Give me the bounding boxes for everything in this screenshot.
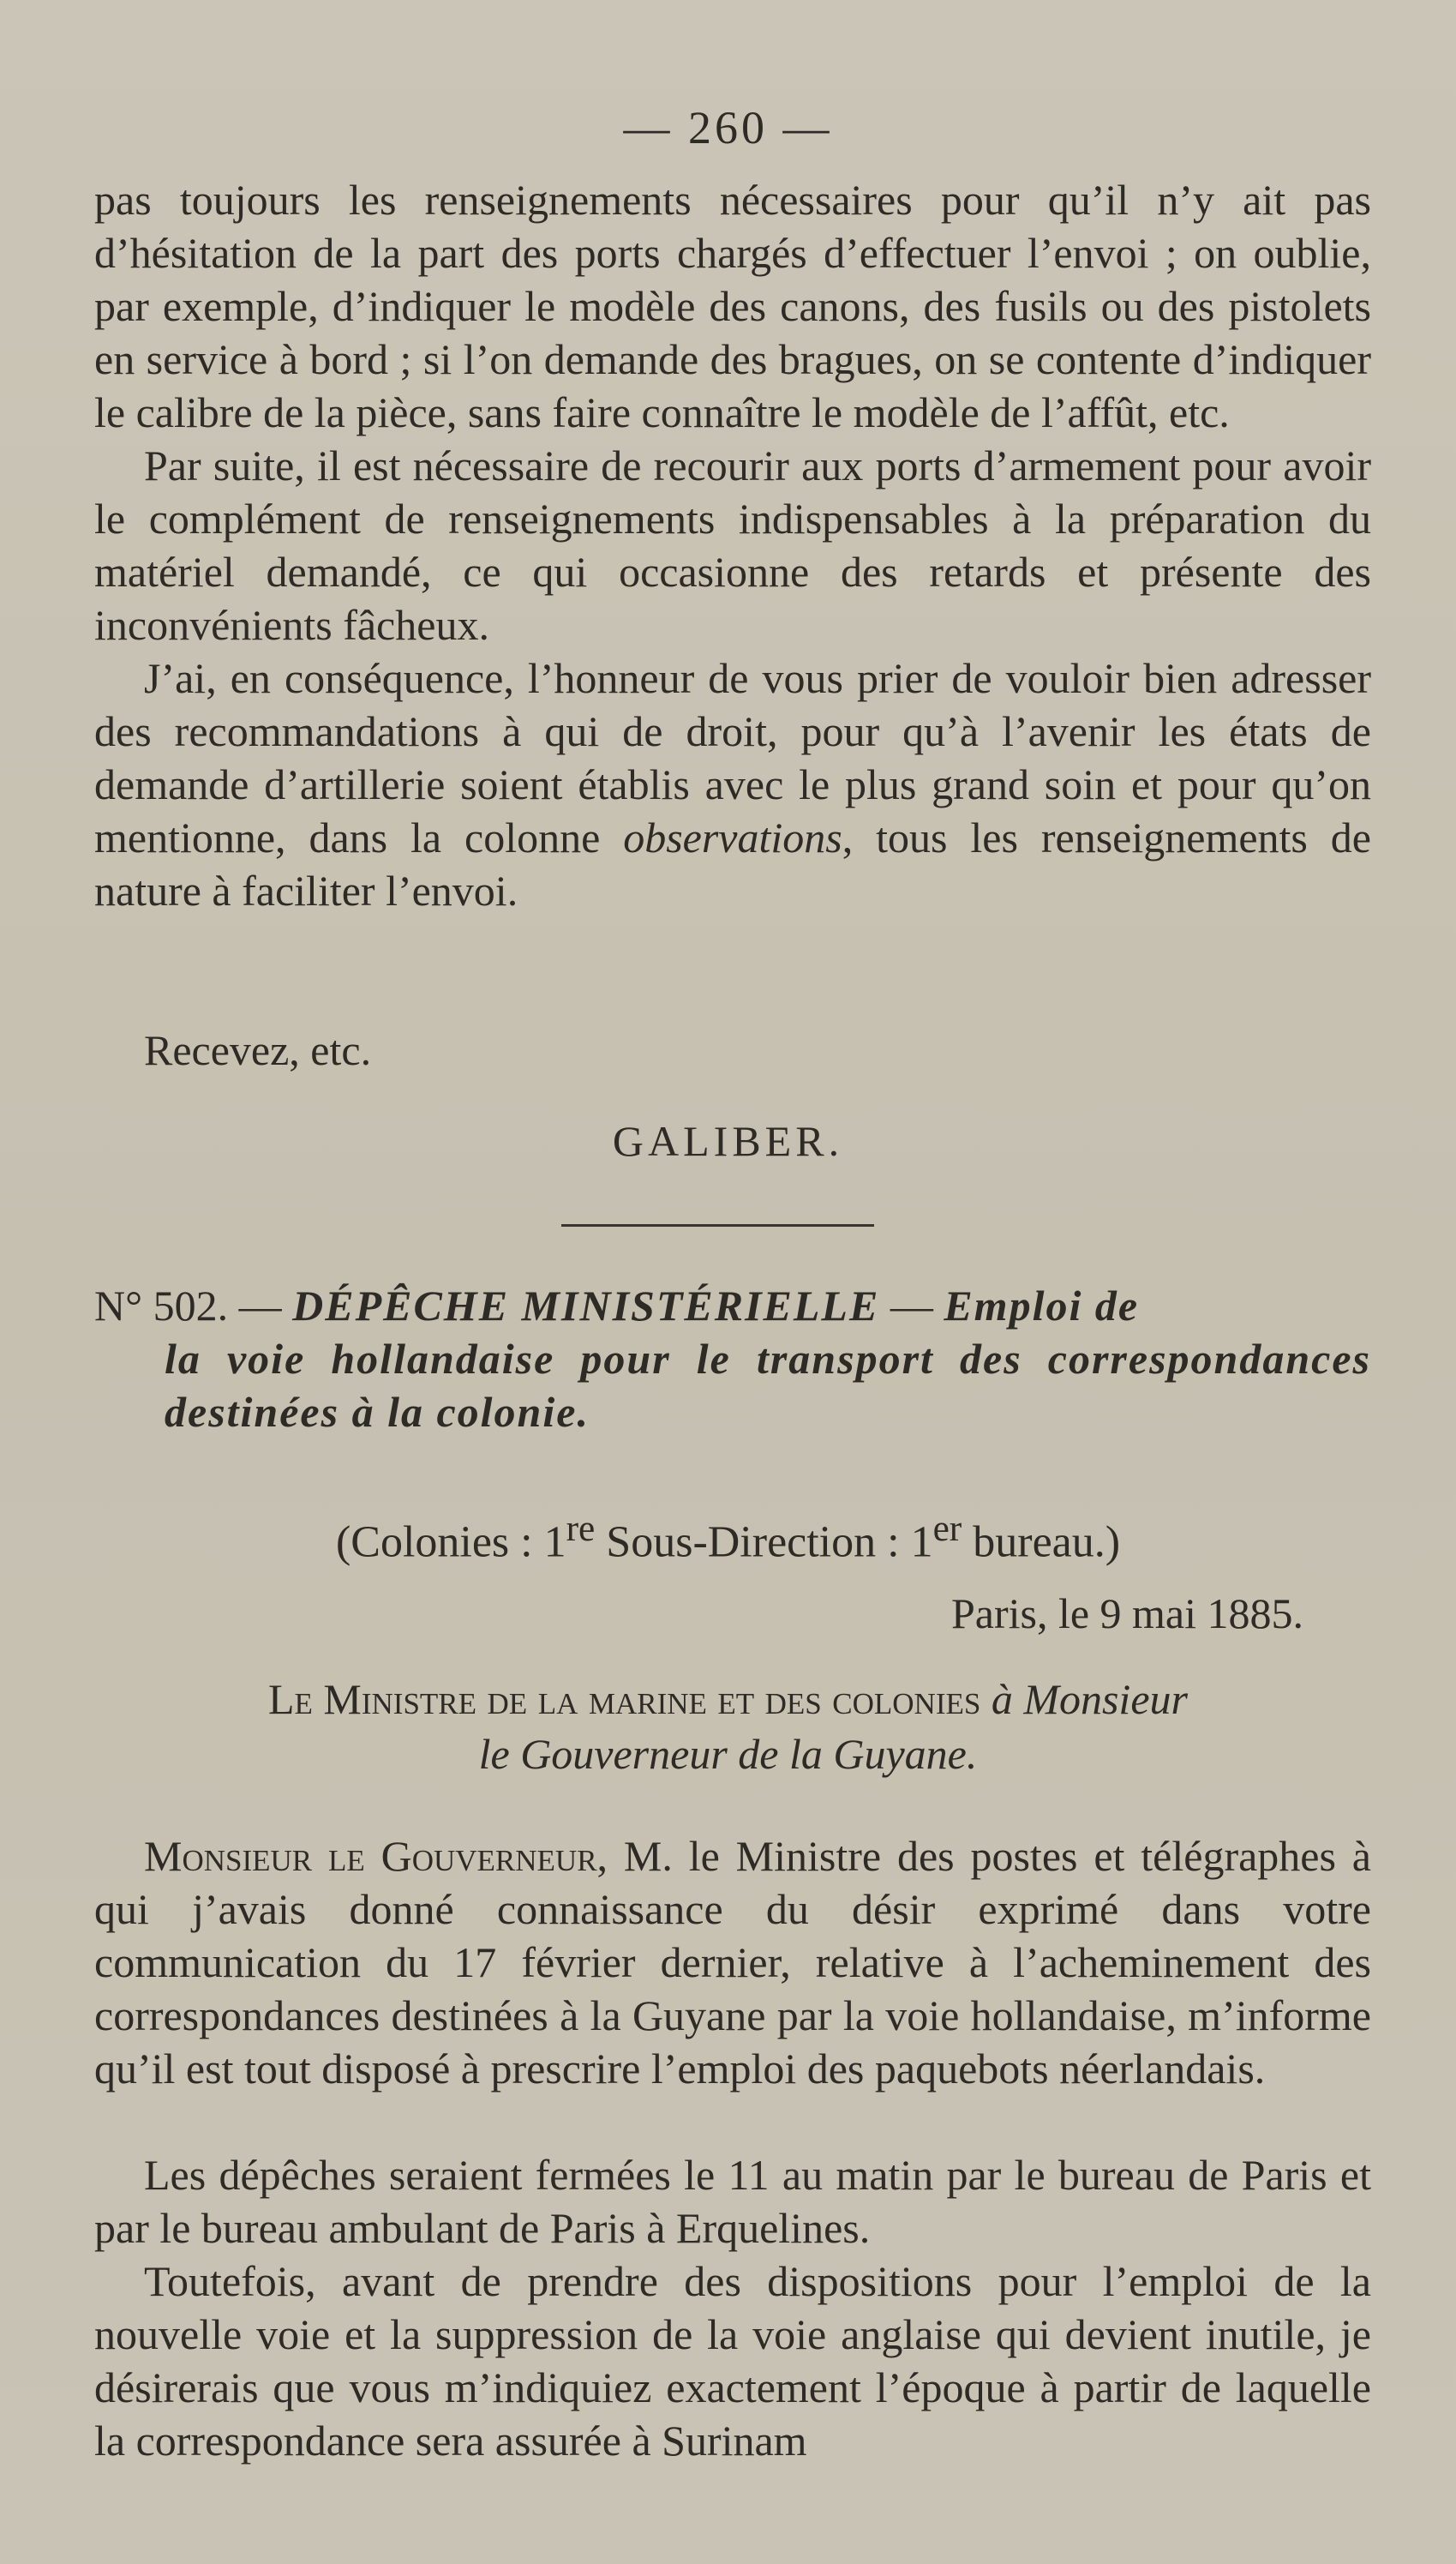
body-paragraph-3: Toutefois, avant de prendre des dispositions pour l’emploi de la nouvelle voie et la suppression de la voie anglaise qui devient inutile, je désirerais que vous m’indiquiez exactement l’époque à partir de laquelle la correspondance sera assurée à Surinam: [94, 2257, 1371, 2465]
address-recipient-start: à Monsieur: [980, 1675, 1188, 1723]
page-number: — 260 —: [623, 102, 833, 153]
direction-sup-2: er: [932, 1508, 962, 1549]
direction-line: [0, 1507, 1456, 1567]
entry-title: DÉPÊCHE MINISTÉRIELLE: [292, 1282, 880, 1330]
salutation: Monsieur le Gouverneur,: [144, 1832, 608, 1880]
direction-sup-1: re: [566, 1508, 596, 1549]
paragraph-recommendations-text: J’ai, en conséquence, l’honneur de vous prier de vouloir bien adresser des recommandations à qui de droit, pour qu’à l’avenir les états de demande d’artillerie soient établis avec le plus grand soin et pour qu’on mentionne, dans la colonne: [94, 654, 1371, 862]
entry-dash-2: —: [879, 1282, 944, 1330]
body-paragraph-1-text: M. le Ministre des postes et télégraphes à qui j’avais donné connaissance du désir exprimé dans votre communication du 17 février dernier, relative à l’acheminement des correspondances destinées à la Guyane par la voie hollandaise, m’informe qu’il est tout disposé à prescrire l’emploi des paquebots néerlandais.: [94, 1832, 1371, 2093]
paragraph-recommendations: [94, 652, 1371, 917]
signature: GALIBER.: [612, 1117, 844, 1165]
direction-close: bureau.): [962, 1517, 1121, 1567]
paragraph-continuation: pas toujours les renseignements nécessaires pour qu’il n’y ait pas d’hésitation de la part des ports chargés d’effectuer l’envoi ; on oublie, par exemple, d’indiquer le modèle des canons, des fusils ou des pistolets en service à bord ; si l’on demande des bragues, on se contente d’indiquer le calibre de la pièce, sans faire connaître le modèle de l’affût, etc.: [94, 176, 1371, 436]
body-paragraph-2: Les dépêches seraient fermées le 11 au matin par le bureau de Paris et par le bureau ambulant de Paris à Erquelines.: [94, 2151, 1371, 2252]
paragraph-recommendations-end: , tous les renseignements de nature à faciliter l’envoi.: [94, 814, 1371, 915]
letter-date: Paris, le 9 mai 1885.: [950, 1589, 1303, 1637]
entry-number: N° 502.: [94, 1282, 229, 1330]
entry-subject-start: Emploi de: [944, 1282, 1140, 1330]
direction-mid: Sous-Direction : 1: [595, 1517, 933, 1567]
address-sender: Le Ministre de la marine et des colonies: [268, 1675, 981, 1723]
letter-address: [0, 1672, 1456, 1781]
address-line-1: [0, 1672, 1456, 1726]
section-divider: [561, 1224, 874, 1227]
entry-heading: [94, 1279, 1371, 1438]
entry-dash: —: [228, 1282, 293, 1330]
direction-open: (Colonies : 1: [335, 1517, 566, 1567]
body-paragraph-1: [94, 1829, 1371, 2095]
observations-word: observations: [623, 814, 842, 862]
closing-formula: Recevez, etc.: [144, 1026, 372, 1074]
entry-subject: la voie hollandaise pour le transport des correspondances destinées à la colonie.: [165, 1335, 1371, 1436]
paragraph-ports: Par suite, il est nécessaire de recourir aux ports d’armement pour avoir le complément de renseignements indispensables à la préparation du matériel demandé, ce qui occasionne des retards et présente des inconvénients fâcheux.: [94, 441, 1371, 649]
address-line-2: le Gouverneur de la Guyane.: [478, 1730, 978, 1778]
